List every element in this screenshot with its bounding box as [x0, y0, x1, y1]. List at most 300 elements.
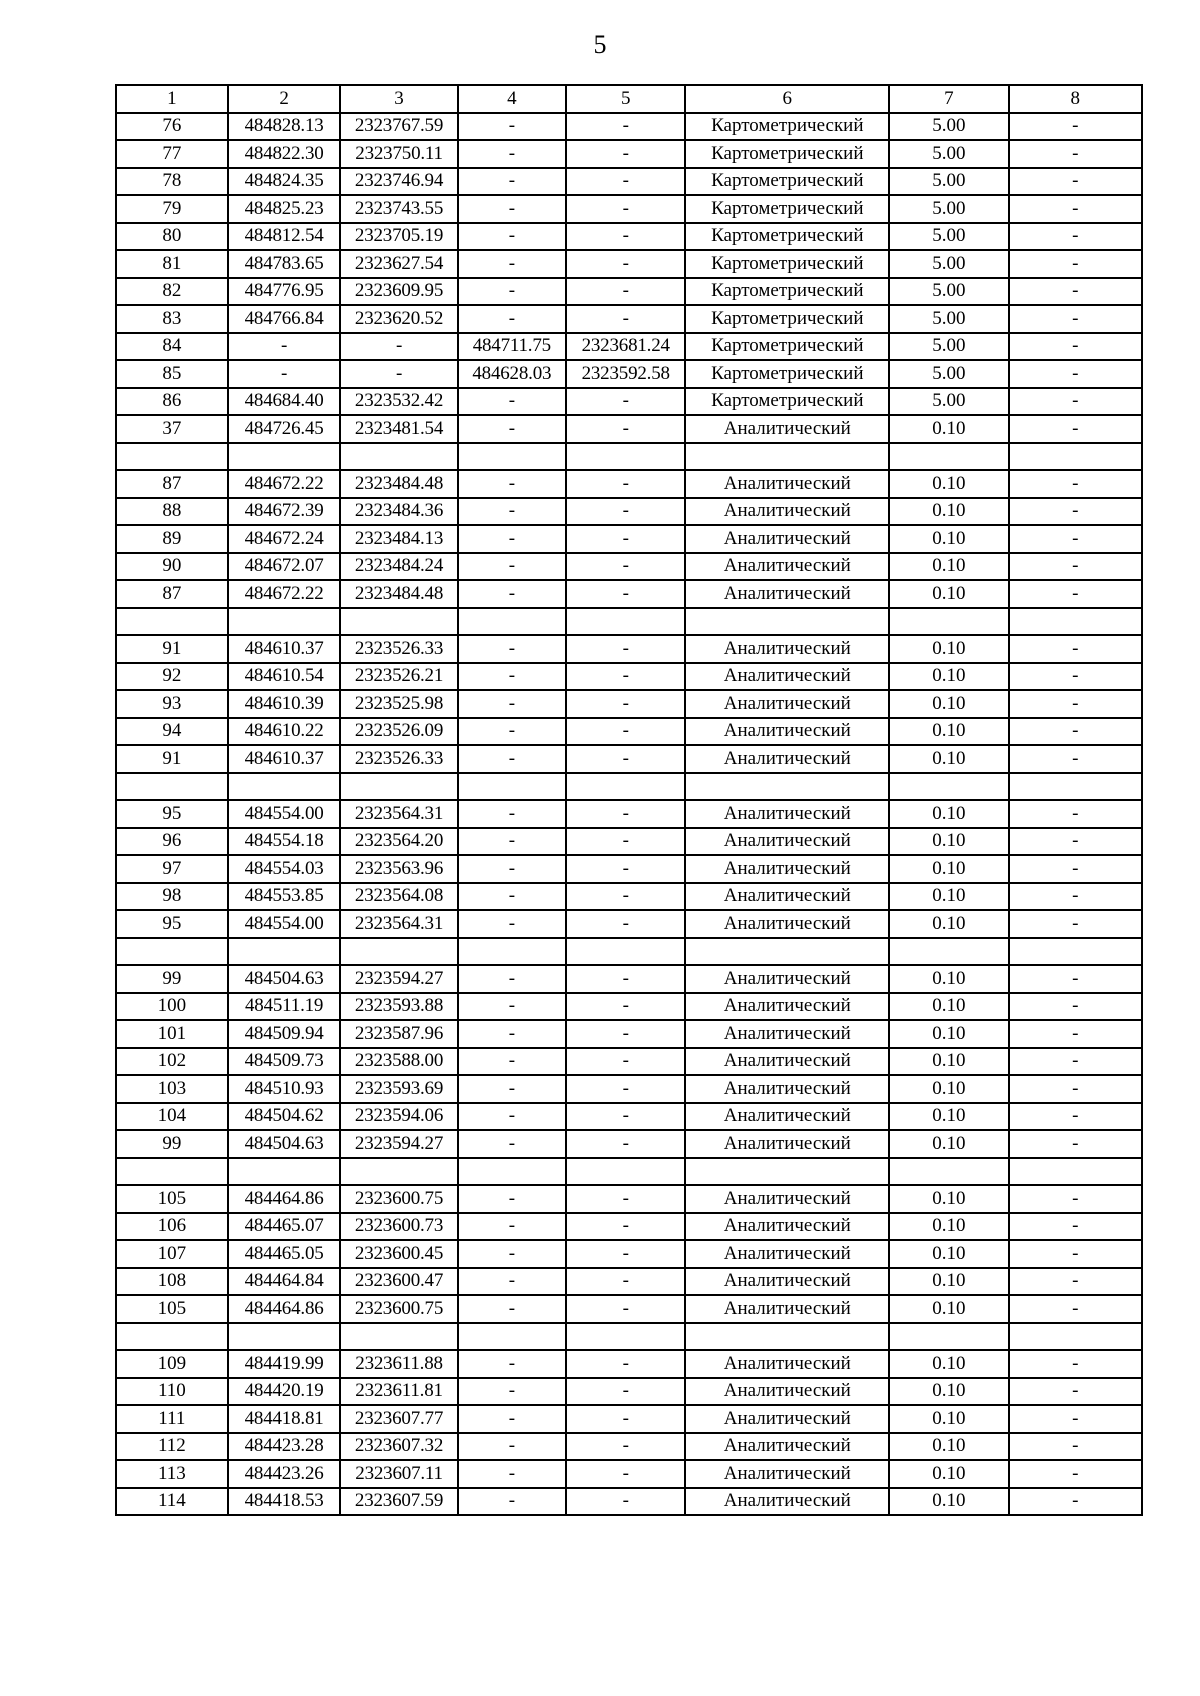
x-coordinate-cell: 484423.28 [228, 1433, 341, 1461]
method-cell: Аналитический [685, 1103, 889, 1131]
note-cell: - [1009, 1240, 1142, 1268]
point-number-cell: 104 [116, 1103, 228, 1131]
point-number-cell: 111 [116, 1405, 228, 1433]
y-coordinate-cell: 2323627.54 [340, 250, 457, 278]
note-cell: - [1009, 1048, 1142, 1076]
note-cell: - [1009, 965, 1142, 993]
accuracy-cell: 0.10 [889, 1268, 1008, 1296]
point-number-cell: 110 [116, 1378, 228, 1406]
table-body [116, 113, 1142, 1516]
x-coordinate-cell: 484672.39 [228, 498, 341, 526]
y-alt-coordinate-cell: - [566, 580, 685, 608]
method-cell: Аналитический [685, 1185, 889, 1213]
column-header-2: 2 [228, 85, 341, 113]
point-number-cell: 82 [116, 278, 228, 306]
method-cell: Картометрический [685, 140, 889, 168]
y-coordinate-cell: 2323484.24 [340, 553, 457, 581]
y-coordinate-cell: 2323526.33 [340, 745, 457, 773]
table-row [116, 1378, 1142, 1406]
point-number-cell [116, 608, 228, 636]
table-row [116, 993, 1142, 1021]
accuracy-cell [889, 773, 1008, 801]
note-cell [1009, 443, 1142, 471]
method-cell: Аналитический [685, 1240, 889, 1268]
accuracy-cell: 0.10 [889, 690, 1008, 718]
y-alt-coordinate-cell: - [566, 168, 685, 196]
point-number-cell: 105 [116, 1185, 228, 1213]
x-alt-coordinate-cell: - [458, 1020, 566, 1048]
x-alt-coordinate-cell: - [458, 250, 566, 278]
point-number-cell: 95 [116, 800, 228, 828]
note-cell: - [1009, 360, 1142, 388]
table-row [116, 1350, 1142, 1378]
column-header-5: 5 [566, 85, 685, 113]
x-coordinate-cell: 484553.85 [228, 883, 341, 911]
y-alt-coordinate-cell [566, 1158, 685, 1186]
note-cell: - [1009, 1185, 1142, 1213]
x-coordinate-cell: 484822.30 [228, 140, 341, 168]
method-cell: Аналитический [685, 1020, 889, 1048]
note-cell: - [1009, 223, 1142, 251]
note-cell: - [1009, 1075, 1142, 1103]
y-coordinate-cell: 2323594.27 [340, 965, 457, 993]
method-cell [685, 443, 889, 471]
y-coordinate-cell: 2323532.42 [340, 388, 457, 416]
method-cell: Аналитический [685, 498, 889, 526]
method-cell: Картометрический [685, 250, 889, 278]
note-cell: - [1009, 1488, 1142, 1516]
y-coordinate-cell: 2323600.45 [340, 1240, 457, 1268]
x-alt-coordinate-cell: - [458, 718, 566, 746]
accuracy-cell: 0.10 [889, 1185, 1008, 1213]
accuracy-cell: 0.10 [889, 1020, 1008, 1048]
x-alt-coordinate-cell [458, 938, 566, 966]
accuracy-cell: 0.10 [889, 855, 1008, 883]
point-number-cell: 94 [116, 718, 228, 746]
x-alt-coordinate-cell: - [458, 745, 566, 773]
table-row [116, 525, 1142, 553]
method-cell: Картометрический [685, 360, 889, 388]
y-alt-coordinate-cell: - [566, 1020, 685, 1048]
column-header-7: 7 [889, 85, 1008, 113]
method-cell: Картометрический [685, 195, 889, 223]
table-row [116, 305, 1142, 333]
x-alt-coordinate-cell: - [458, 168, 566, 196]
accuracy-cell [889, 608, 1008, 636]
table-row [116, 718, 1142, 746]
table-row [116, 1185, 1142, 1213]
x-coordinate-cell: 484672.22 [228, 470, 341, 498]
accuracy-cell: 5.00 [889, 250, 1008, 278]
x-alt-coordinate-cell [458, 1323, 566, 1351]
y-alt-coordinate-cell: 2323681.24 [566, 333, 685, 361]
y-alt-coordinate-cell: - [566, 140, 685, 168]
accuracy-cell [889, 1158, 1008, 1186]
accuracy-cell: 0.10 [889, 498, 1008, 526]
table-row [116, 1433, 1142, 1461]
y-alt-coordinate-cell: - [566, 1295, 685, 1323]
method-cell: Аналитический [685, 993, 889, 1021]
y-alt-coordinate-cell: - [566, 1378, 685, 1406]
x-alt-coordinate-cell: - [458, 1268, 566, 1296]
table-row [116, 1158, 1142, 1186]
accuracy-cell: 5.00 [889, 333, 1008, 361]
x-coordinate-cell: 484766.84 [228, 305, 341, 333]
x-alt-coordinate-cell: - [458, 855, 566, 883]
accuracy-cell [889, 938, 1008, 966]
method-cell [685, 773, 889, 801]
table-row [116, 333, 1142, 361]
y-coordinate-cell: 2323609.95 [340, 278, 457, 306]
x-alt-coordinate-cell: - [458, 498, 566, 526]
note-cell [1009, 1158, 1142, 1186]
point-number-cell [116, 773, 228, 801]
y-alt-coordinate-cell: - [566, 278, 685, 306]
method-cell: Аналитический [685, 1075, 889, 1103]
note-cell: - [1009, 250, 1142, 278]
method-cell: Аналитический [685, 553, 889, 581]
method-cell: Аналитический [685, 415, 889, 443]
x-coordinate-cell: 484423.26 [228, 1460, 341, 1488]
x-coordinate-cell: 484511.19 [228, 993, 341, 1021]
x-coordinate-cell: 484504.62 [228, 1103, 341, 1131]
accuracy-cell: 5.00 [889, 223, 1008, 251]
y-coordinate-cell: 2323526.21 [340, 663, 457, 691]
table-row [116, 1488, 1142, 1516]
x-alt-coordinate-cell: - [458, 1460, 566, 1488]
x-alt-coordinate-cell: - [458, 1213, 566, 1241]
y-coordinate-cell: 2323594.06 [340, 1103, 457, 1131]
y-coordinate-cell: 2323564.20 [340, 828, 457, 856]
x-coordinate-cell: 484610.39 [228, 690, 341, 718]
y-coordinate-cell: 2323525.98 [340, 690, 457, 718]
coordinates-table [115, 84, 1143, 1516]
y-alt-coordinate-cell: - [566, 1130, 685, 1158]
point-number-cell: 96 [116, 828, 228, 856]
point-number-cell: 103 [116, 1075, 228, 1103]
table-row [116, 883, 1142, 911]
y-alt-coordinate-cell: - [566, 883, 685, 911]
x-coordinate-cell: 484610.54 [228, 663, 341, 691]
column-header-1: 1 [116, 85, 228, 113]
table-row [116, 415, 1142, 443]
method-cell: Аналитический [685, 828, 889, 856]
y-coordinate-cell [340, 443, 457, 471]
accuracy-cell: 0.10 [889, 553, 1008, 581]
method-cell: Аналитический [685, 1433, 889, 1461]
x-coordinate-cell: 484828.13 [228, 113, 341, 141]
table-header-row [116, 85, 1142, 113]
x-alt-coordinate-cell: - [458, 388, 566, 416]
table-row [116, 773, 1142, 801]
y-alt-coordinate-cell: - [566, 1240, 685, 1268]
note-cell: - [1009, 1130, 1142, 1158]
column-header-3: 3 [340, 85, 457, 113]
note-cell: - [1009, 333, 1142, 361]
x-alt-coordinate-cell: - [458, 1103, 566, 1131]
table-row [116, 608, 1142, 636]
point-number-cell: 77 [116, 140, 228, 168]
y-alt-coordinate-cell: - [566, 910, 685, 938]
accuracy-cell: 0.10 [889, 1075, 1008, 1103]
x-coordinate-cell: 484419.99 [228, 1350, 341, 1378]
x-coordinate-cell: 484465.05 [228, 1240, 341, 1268]
point-number-cell: 80 [116, 223, 228, 251]
x-coordinate-cell: 484812.54 [228, 223, 341, 251]
y-alt-coordinate-cell: - [566, 718, 685, 746]
x-alt-coordinate-cell: - [458, 965, 566, 993]
accuracy-cell: 0.10 [889, 718, 1008, 746]
x-alt-coordinate-cell: - [458, 525, 566, 553]
x-coordinate-cell [228, 443, 341, 471]
accuracy-cell: 0.10 [889, 525, 1008, 553]
y-alt-coordinate-cell: - [566, 223, 685, 251]
y-alt-coordinate-cell: 2323592.58 [566, 360, 685, 388]
y-alt-coordinate-cell: - [566, 1048, 685, 1076]
method-cell: Аналитический [685, 1048, 889, 1076]
y-alt-coordinate-cell: - [566, 195, 685, 223]
table-row [116, 195, 1142, 223]
point-number-cell: 87 [116, 580, 228, 608]
accuracy-cell: 0.10 [889, 1130, 1008, 1158]
x-coordinate-cell: 484672.22 [228, 580, 341, 608]
y-coordinate-cell: 2323484.13 [340, 525, 457, 553]
y-alt-coordinate-cell: - [566, 525, 685, 553]
y-coordinate-cell: 2323600.47 [340, 1268, 457, 1296]
x-coordinate-cell [228, 608, 341, 636]
x-coordinate-cell: 484554.18 [228, 828, 341, 856]
y-alt-coordinate-cell: - [566, 250, 685, 278]
y-alt-coordinate-cell: - [566, 553, 685, 581]
x-alt-coordinate-cell: - [458, 415, 566, 443]
y-coordinate-cell: 2323484.36 [340, 498, 457, 526]
y-alt-coordinate-cell: - [566, 415, 685, 443]
x-coordinate-cell: 484610.37 [228, 635, 341, 663]
note-cell [1009, 938, 1142, 966]
table-row [116, 113, 1142, 141]
point-number-cell: 102 [116, 1048, 228, 1076]
y-alt-coordinate-cell: - [566, 388, 685, 416]
note-cell [1009, 773, 1142, 801]
column-header-6: 6 [685, 85, 889, 113]
point-number-cell: 79 [116, 195, 228, 223]
y-alt-coordinate-cell [566, 773, 685, 801]
table-row [116, 443, 1142, 471]
y-coordinate-cell: 2323526.09 [340, 718, 457, 746]
method-cell: Аналитический [685, 883, 889, 911]
method-cell: Аналитический [685, 663, 889, 691]
accuracy-cell: 0.10 [889, 1378, 1008, 1406]
note-cell: - [1009, 663, 1142, 691]
x-coordinate-cell: 484554.00 [228, 910, 341, 938]
method-cell: Аналитический [685, 1268, 889, 1296]
point-number-cell [116, 443, 228, 471]
point-number-cell: 78 [116, 168, 228, 196]
accuracy-cell: 5.00 [889, 305, 1008, 333]
y-coordinate-cell: 2323593.88 [340, 993, 457, 1021]
note-cell: - [1009, 278, 1142, 306]
method-cell: Картометрический [685, 278, 889, 306]
y-coordinate-cell: 2323620.52 [340, 305, 457, 333]
y-alt-coordinate-cell: - [566, 745, 685, 773]
x-alt-coordinate-cell: - [458, 828, 566, 856]
note-cell: - [1009, 113, 1142, 141]
accuracy-cell [889, 443, 1008, 471]
x-coordinate-cell: 484464.86 [228, 1295, 341, 1323]
accuracy-cell: 0.10 [889, 580, 1008, 608]
method-cell [685, 938, 889, 966]
y-alt-coordinate-cell: - [566, 855, 685, 883]
accuracy-cell: 5.00 [889, 388, 1008, 416]
note-cell: - [1009, 553, 1142, 581]
y-coordinate-cell: - [340, 333, 457, 361]
y-coordinate-cell: 2323607.59 [340, 1488, 457, 1516]
table-row [116, 1268, 1142, 1296]
x-alt-coordinate-cell: - [458, 1378, 566, 1406]
x-coordinate-cell: 484783.65 [228, 250, 341, 278]
accuracy-cell: 0.10 [889, 883, 1008, 911]
y-alt-coordinate-cell: - [566, 1350, 685, 1378]
method-cell: Аналитический [685, 965, 889, 993]
x-coordinate-cell: - [228, 360, 341, 388]
table-row [116, 388, 1142, 416]
accuracy-cell: 0.10 [889, 470, 1008, 498]
method-cell: Аналитический [685, 1378, 889, 1406]
table-row [116, 1075, 1142, 1103]
y-coordinate-cell: 2323611.88 [340, 1350, 457, 1378]
note-cell: - [1009, 635, 1142, 663]
point-number-cell [116, 1323, 228, 1351]
x-coordinate-cell: 484824.35 [228, 168, 341, 196]
method-cell: Картометрический [685, 333, 889, 361]
note-cell: - [1009, 800, 1142, 828]
table-row [116, 910, 1142, 938]
method-cell: Аналитический [685, 855, 889, 883]
point-number-cell: 108 [116, 1268, 228, 1296]
method-cell: Картометрический [685, 113, 889, 141]
point-number-cell: 109 [116, 1350, 228, 1378]
note-cell: - [1009, 1433, 1142, 1461]
note-cell: - [1009, 883, 1142, 911]
x-coordinate-cell [228, 773, 341, 801]
y-alt-coordinate-cell: - [566, 498, 685, 526]
point-number-cell: 91 [116, 635, 228, 663]
point-number-cell: 92 [116, 663, 228, 691]
x-alt-coordinate-cell: - [458, 993, 566, 1021]
x-coordinate-cell: 484825.23 [228, 195, 341, 223]
table-row [116, 745, 1142, 773]
x-coordinate-cell: 484509.73 [228, 1048, 341, 1076]
table-row [116, 828, 1142, 856]
y-coordinate-cell: 2323746.94 [340, 168, 457, 196]
y-coordinate-cell [340, 773, 457, 801]
y-coordinate-cell: 2323607.32 [340, 1433, 457, 1461]
table-row [116, 1020, 1142, 1048]
x-alt-coordinate-cell [458, 1158, 566, 1186]
point-number-cell: 90 [116, 553, 228, 581]
point-number-cell: 81 [116, 250, 228, 278]
table-row [116, 553, 1142, 581]
table-row [116, 855, 1142, 883]
note-cell: - [1009, 388, 1142, 416]
y-coordinate-cell: 2323564.08 [340, 883, 457, 911]
x-coordinate-cell: 484418.81 [228, 1405, 341, 1433]
accuracy-cell: 0.10 [889, 1488, 1008, 1516]
accuracy-cell: 0.10 [889, 1103, 1008, 1131]
table-row [116, 223, 1142, 251]
method-cell: Картометрический [685, 223, 889, 251]
point-number-cell: 87 [116, 470, 228, 498]
y-coordinate-cell: 2323607.11 [340, 1460, 457, 1488]
method-cell: Аналитический [685, 525, 889, 553]
point-number-cell: 98 [116, 883, 228, 911]
accuracy-cell: 0.10 [889, 635, 1008, 663]
accuracy-cell: 0.10 [889, 1240, 1008, 1268]
note-cell: - [1009, 1268, 1142, 1296]
y-alt-coordinate-cell [566, 1323, 685, 1351]
table-row [116, 1103, 1142, 1131]
accuracy-cell: 0.10 [889, 1213, 1008, 1241]
accuracy-cell: 0.10 [889, 993, 1008, 1021]
method-cell: Аналитический [685, 800, 889, 828]
y-coordinate-cell: 2323611.81 [340, 1378, 457, 1406]
y-alt-coordinate-cell: - [566, 1405, 685, 1433]
x-coordinate-cell: 484504.63 [228, 1130, 341, 1158]
y-alt-coordinate-cell: - [566, 1103, 685, 1131]
y-alt-coordinate-cell: - [566, 1433, 685, 1461]
note-cell: - [1009, 1378, 1142, 1406]
y-alt-coordinate-cell: - [566, 828, 685, 856]
point-number-cell: 89 [116, 525, 228, 553]
note-cell: - [1009, 470, 1142, 498]
method-cell: Аналитический [685, 1460, 889, 1488]
method-cell: Аналитический [685, 580, 889, 608]
point-number-cell: 97 [116, 855, 228, 883]
table-row [116, 360, 1142, 388]
method-cell: Аналитический [685, 745, 889, 773]
accuracy-cell: 0.10 [889, 965, 1008, 993]
method-cell: Картометрический [685, 168, 889, 196]
x-coordinate-cell: 484776.95 [228, 278, 341, 306]
y-coordinate-cell: 2323600.75 [340, 1185, 457, 1213]
note-cell: - [1009, 1103, 1142, 1131]
x-alt-coordinate-cell: - [458, 223, 566, 251]
accuracy-cell: 0.10 [889, 1295, 1008, 1323]
note-cell: - [1009, 525, 1142, 553]
accuracy-cell: 0.10 [889, 745, 1008, 773]
note-cell: - [1009, 580, 1142, 608]
point-number-cell: 83 [116, 305, 228, 333]
accuracy-cell: 0.10 [889, 828, 1008, 856]
x-alt-coordinate-cell: - [458, 635, 566, 663]
accuracy-cell: 0.10 [889, 415, 1008, 443]
x-coordinate-cell: 484684.40 [228, 388, 341, 416]
point-number-cell: 114 [116, 1488, 228, 1516]
y-coordinate-cell: 2323484.48 [340, 470, 457, 498]
note-cell: - [1009, 140, 1142, 168]
point-number-cell: 100 [116, 993, 228, 1021]
method-cell: Аналитический [685, 635, 889, 663]
column-header-8: 8 [1009, 85, 1142, 113]
point-number-cell: 105 [116, 1295, 228, 1323]
note-cell: - [1009, 195, 1142, 223]
table-row [116, 140, 1142, 168]
x-coordinate-cell: 484554.00 [228, 800, 341, 828]
y-coordinate-cell: 2323750.11 [340, 140, 457, 168]
y-alt-coordinate-cell: - [566, 1213, 685, 1241]
y-alt-coordinate-cell: - [566, 965, 685, 993]
y-coordinate-cell: 2323526.33 [340, 635, 457, 663]
